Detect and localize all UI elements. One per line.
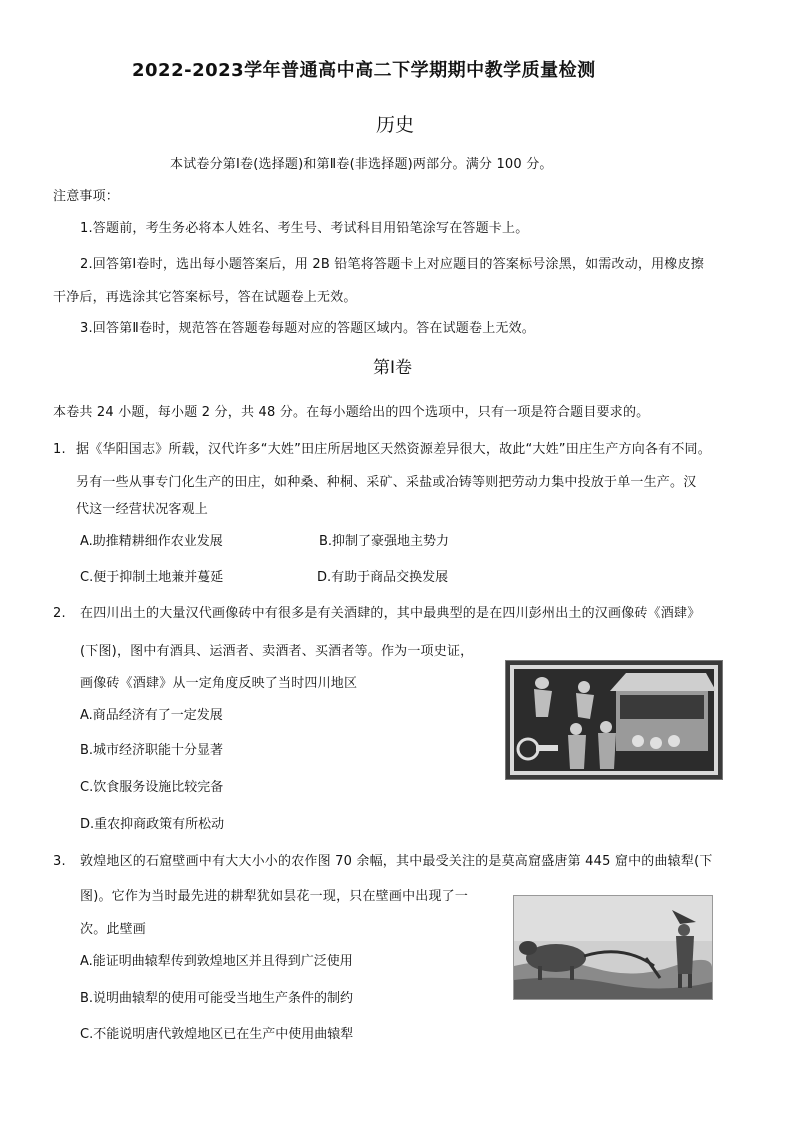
q1-number: 1. xyxy=(53,442,66,457)
q3-number: 3. xyxy=(53,854,66,869)
q2-stem-line2: (下图)，图中有酒具、运酒者、卖酒者、买酒者等。作为一项史证， xyxy=(80,644,474,659)
q3-option-a: A.能证明曲辕犁传到敦煌地区并且得到广泛使用 xyxy=(80,954,353,969)
section-heading: 第Ⅰ卷 xyxy=(373,358,413,378)
q1-option-b: B.抑制了豪强地主势力 xyxy=(319,534,450,549)
q1-option-d: D.有助于商品交换发展 xyxy=(317,570,449,585)
q3-option-b: B.说明曲辕犁的使用可能受当地生产条件的制约 xyxy=(80,991,354,1006)
q1-stem-line1: 据《华阳国志》所载，汉代许多“大姓”田庄所居地区天然资源差异很大，故此“大姓”田庄生产方向各有不同。 xyxy=(76,442,711,457)
q2-option-b: B.城市经济职能十分显著 xyxy=(80,743,224,758)
q2-number: 2. xyxy=(53,606,66,621)
notes-heading: 注意事项： xyxy=(53,189,120,204)
q2-option-c: C.饮食服务设施比较完备 xyxy=(80,780,224,795)
q1-option-a: A.助推精耕细作农业发展 xyxy=(80,534,223,549)
q2-option-a: A.商品经济有了一定发展 xyxy=(80,708,223,723)
q2-stem-line3: 画像砖《酒肆》从一定角度反映了当时四川地区 xyxy=(80,676,358,691)
wine-shop-brick-image xyxy=(505,660,723,780)
q3-stem-line3: 次。此壁画 xyxy=(80,922,147,937)
q1-stem-line3: 代这一经营状况客观上 xyxy=(76,502,209,517)
q3-option-c: C.不能说明唐代敦煌地区已在生产中使用曲辕犁 xyxy=(80,1027,354,1042)
q1-option-c: C.便于抑制土地兼并蔓延 xyxy=(80,570,224,585)
note-item-2-line2: 干净后，再选涂其它答案标号，答在试题卷上无效。 xyxy=(53,290,357,305)
note-item-3: 3.回答第Ⅱ卷时，规范答在答题卷每题对应的答题区域内。答在试题卷上无效。 xyxy=(80,321,536,336)
q3-stem-line2: 图)。它作为当时最先进的耕犁犹如昙花一现，只在壁画中出现了一 xyxy=(80,889,469,904)
q2-stem-line1: 在四川出土的大量汉代画像砖中有很多是有关酒肆的，其中最典型的是在四川彭州出土的汉画像砖《酒肆》 xyxy=(80,606,701,621)
note-item-2-line1: 2.回答第Ⅰ卷时，选出每小题答案后，用 2B 铅笔将答题卡上对应题目的答案标号涂黑，如需改动，用橡皮擦 xyxy=(80,257,704,272)
subject-title: 历史 xyxy=(376,114,415,136)
exam-title: 2022-2023学年普通高中高二下学期期中教学质量检测 xyxy=(132,60,596,81)
exam-info: 本试卷分第Ⅰ卷(选择题)和第Ⅱ卷(非选择题)两部分。满分 100 分。 xyxy=(170,157,553,172)
q1-stem-line2: 另有一些从事专门化生产的田庄，如种桑、种桐、采矿、采盐或冶铸等则把劳动力集中投放于单一生产。汉 xyxy=(76,475,697,490)
note-item-1: 1.答题前，考生务必将本人姓名、考生号、考试科目用铅笔涂写在答题卡上。 xyxy=(80,221,529,236)
section-intro: 本卷共 24 小题，每小题 2 分，共 48 分。在每小题给出的四个选项中，只有一项是符合题目要求的。 xyxy=(53,405,650,420)
q2-option-d: D.重农抑商政策有所松动 xyxy=(80,817,225,832)
curved-plough-mural-image xyxy=(513,895,713,1000)
q3-stem-line1: 敦煌地区的石窟壁画中有大大小小的农作图 70 余幅，其中最受关注的是莫高窟盛唐第 445 窟中的曲辕犁(下 xyxy=(80,854,713,869)
